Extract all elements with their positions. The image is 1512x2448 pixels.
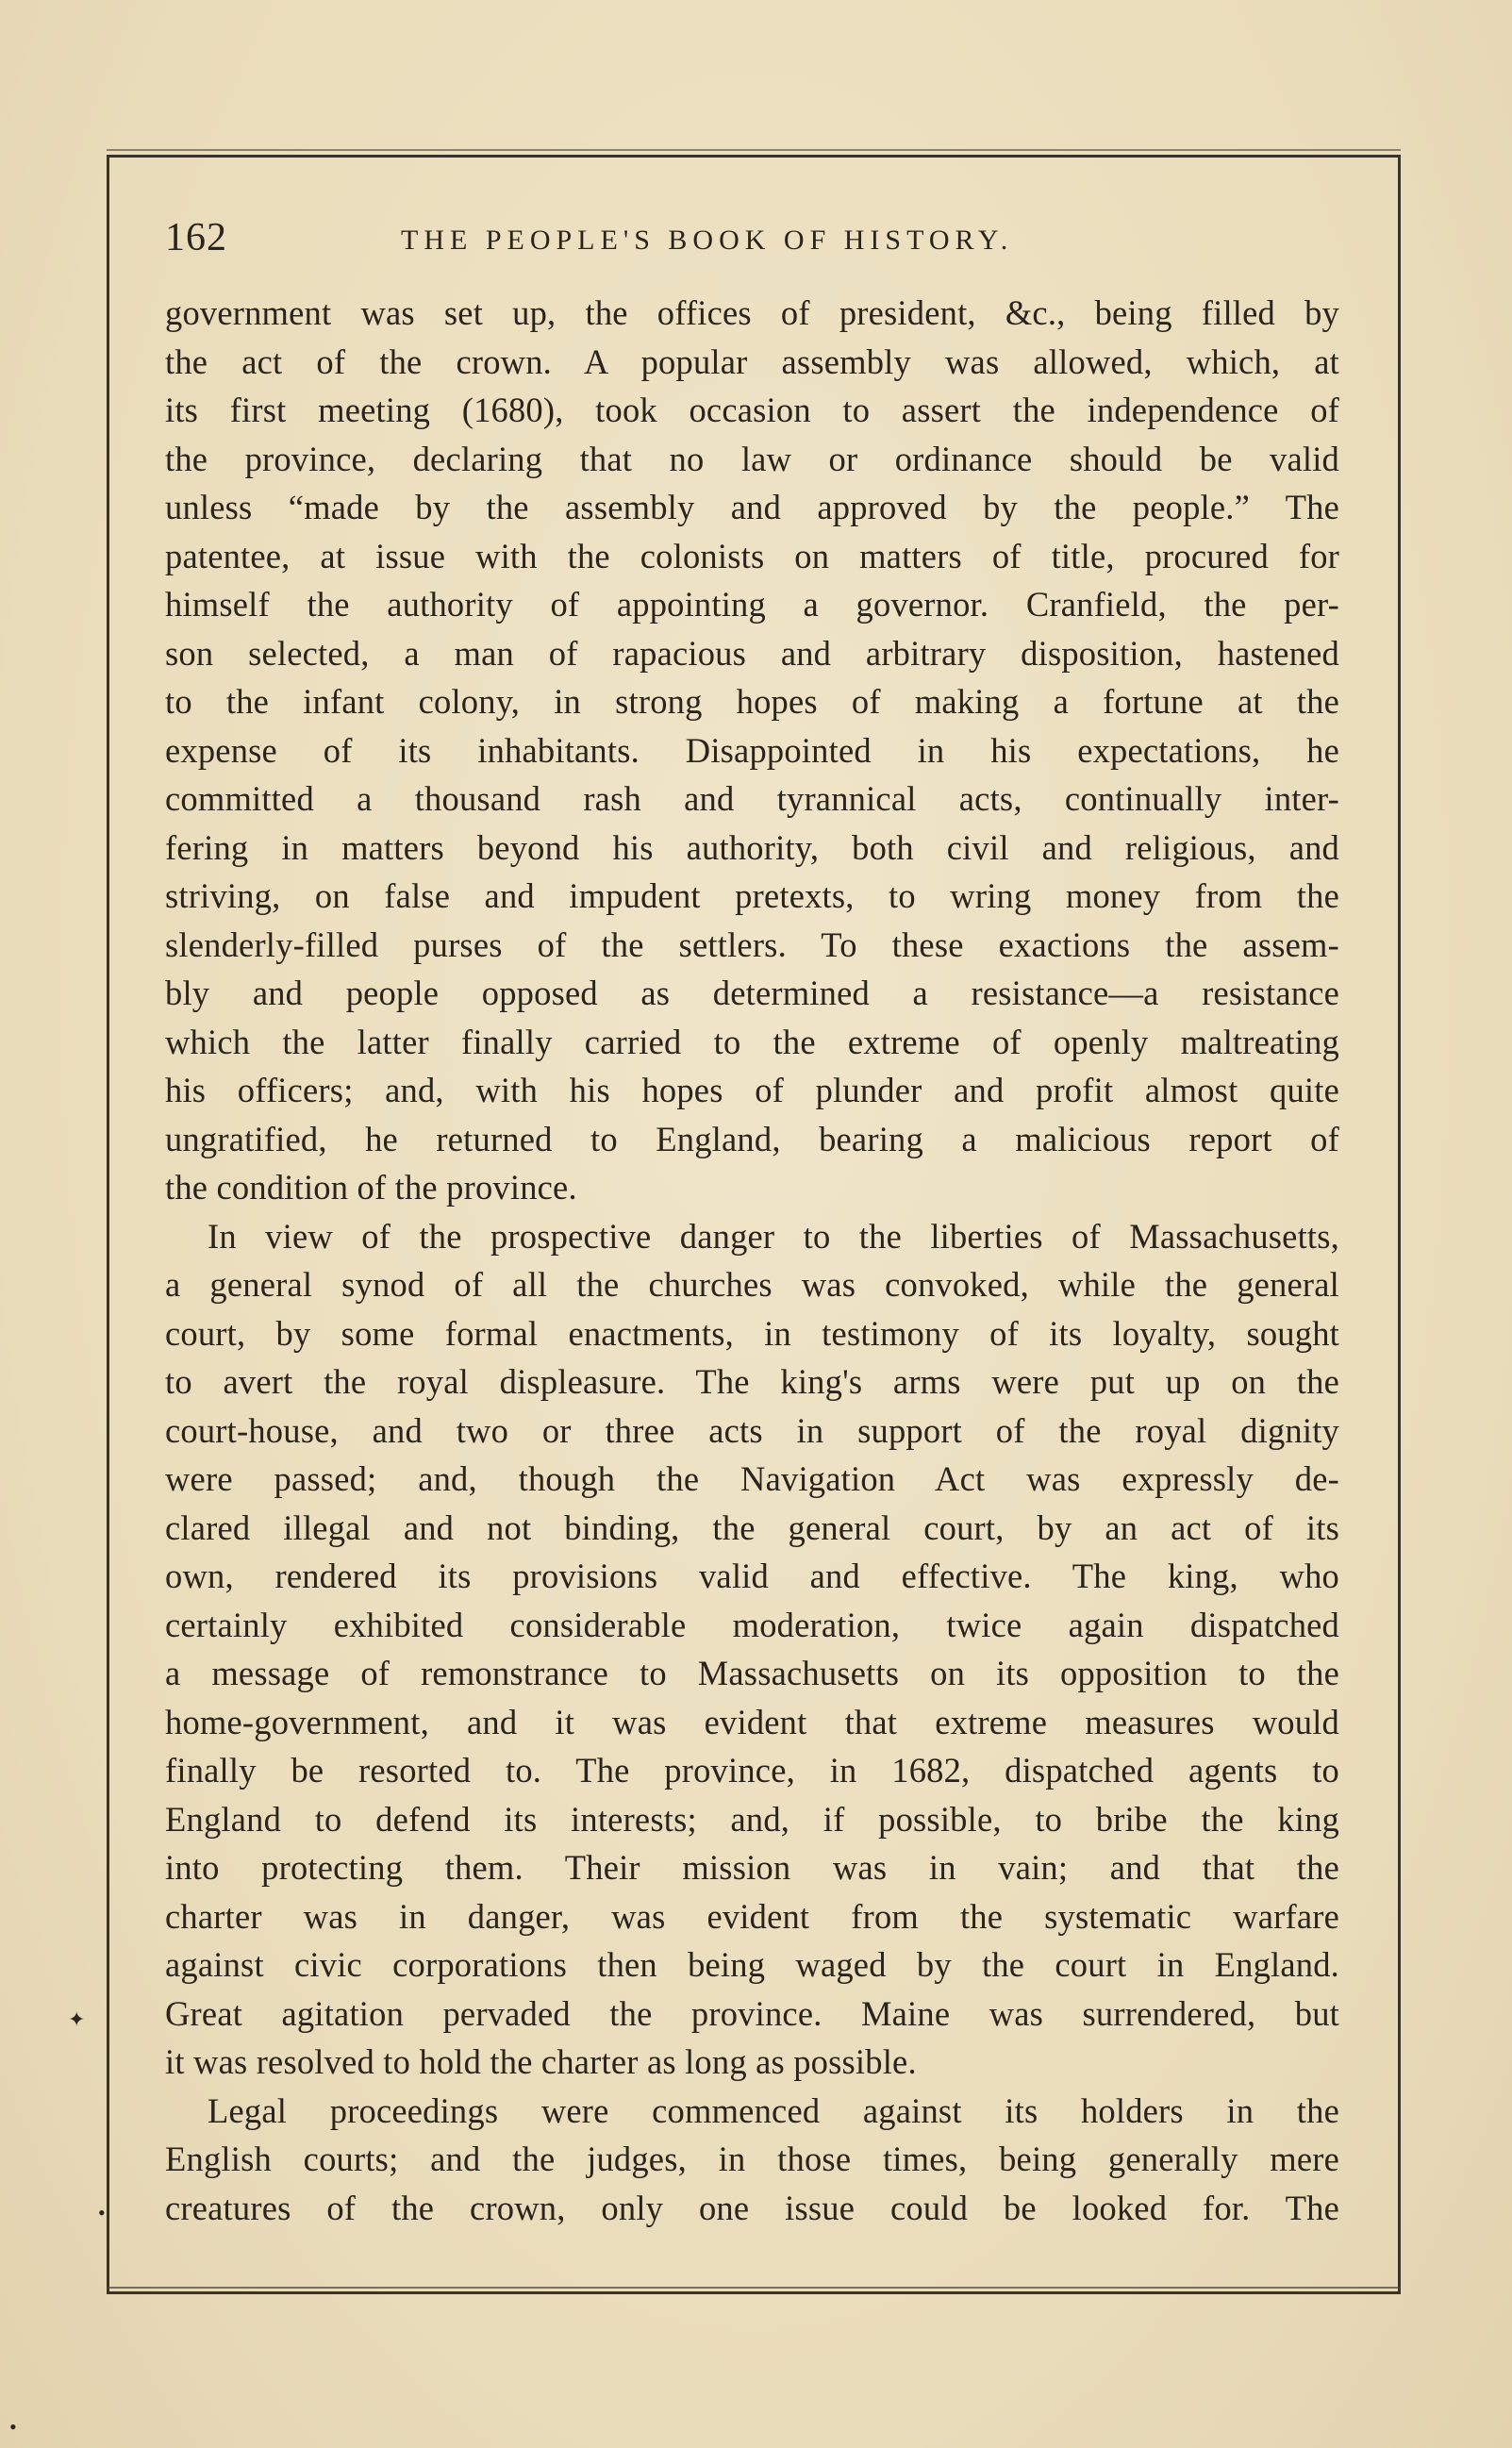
text-line: Great agitation pervaded the province. Maine was surrendered, but: [165, 1993, 1339, 2033]
text-line: bly and people opposed as determined a resistance—a resistance: [165, 974, 1339, 1012]
text-line: unless “made by the assembly and approved by the people.” The: [165, 488, 1339, 526]
page-header: [165, 215, 1339, 272]
text-line: himself the authority of appointing a governor. Cranfield, the per-: [165, 585, 1339, 624]
text-line: court-house, and two or three acts in support of the royal dignity: [165, 1410, 1339, 1450]
text-line: to avert the royal displeasure. The king's arms were put up on the: [165, 1362, 1339, 1401]
page-number: 162: [165, 216, 227, 259]
text-line: a message of remonstrance to Massachusetts on its opposition to the: [165, 1654, 1339, 1692]
text-line: his officers; and, with his hopes of plunder and profit almost quite: [165, 1071, 1339, 1109]
text-line-paragraph-end: it was resolved to hold the charter as long as possible.: [165, 2042, 917, 2081]
text-line: home-government, and it was evident that extreme measures would: [165, 1702, 1339, 1741]
text-line: patentee, at issue with the colonists on matters of title, procured for: [165, 536, 1339, 575]
text-line: committed a thousand rash and tyrannical acts, continually inter-: [165, 779, 1339, 818]
text-line: government was set up, the offices of president, &c., being filled by: [165, 293, 1339, 332]
text-line: the act of the crown. A popular assembly was allowed, which, at: [165, 341, 1339, 381]
text-line: the province, declaring that no law or ordinance should be valid: [165, 439, 1339, 478]
text-line: clared illegal and not binding, the general court, by an act of its: [165, 1507, 1339, 1547]
text-line: son selected, a man of rapacious and arbitrary disposition, hastened: [165, 633, 1339, 673]
text-line: which the latter finally carried to the extreme of openly maltreating: [165, 1022, 1339, 1061]
text-line: creatures of the crown, only one issue could be looked for. The: [165, 2188, 1339, 2227]
body-text: [165, 289, 1339, 2232]
text-line: striving, on false and impudent pretexts, to wring money from the: [165, 876, 1339, 915]
text-line: were passed; and, though the Navigation Act was expressly de-: [165, 1459, 1339, 1498]
text-line: certainly exhibited considerable moderation, twice again dispatched: [165, 1605, 1339, 1644]
text-line-paragraph-start: Legal proceedings were commenced against its holders in the: [208, 2090, 1339, 2130]
text-line: finally be resorted to. The province, in 1682, dispatched agents to: [165, 1751, 1339, 1790]
text-line: to the infant colony, in strong hopes of making a fortune at the: [165, 682, 1339, 721]
bottom-rule: [107, 2287, 1401, 2289]
text-line: English courts; and the judges, in those times, being generally mere: [165, 2140, 1339, 2178]
text-line: ungratified, he returned to England, bearing a malicious report of: [165, 1119, 1339, 1158]
text-line: charter was in danger, was evident from the systematic warfare: [165, 1896, 1339, 1936]
margin-speck-mark: •: [9, 2415, 17, 2439]
text-line: own, rendered its provisions valid and effective. The king, who: [165, 1557, 1339, 1595]
text-line: slenderly-filled purses of the settlers. To these exactions the assem-: [165, 924, 1339, 964]
text-line: into protecting them. Their mission was in vain; and that the: [165, 1848, 1339, 1887]
text-line: its first meeting (1680), took occasion to assert the independence of: [165, 391, 1339, 429]
text-line: expense of its inhabitants. Disappointed in his expectations, he: [165, 730, 1339, 770]
text-line-paragraph-end: the condition of the province.: [165, 1168, 577, 1207]
text-line: England to defend its interests; and, if possible, to bribe the king: [165, 1799, 1339, 1839]
text-line-paragraph-start: In view of the prospective danger to the liberties of Massachusetts,: [208, 1216, 1339, 1256]
text-line: a general synod of all the churches was convoked, while the general: [165, 1265, 1339, 1304]
margin-speck-mark: ✦: [68, 2007, 86, 2031]
text-line: against civic corporations then being waged by the court in England.: [165, 1945, 1339, 1984]
top-rule: [107, 149, 1401, 151]
text-line: fering in matters beyond his authority, both civil and religious, and: [165, 827, 1339, 867]
margin-speck-mark: •: [98, 2201, 106, 2224]
running-title: THE PEOPLE'S BOOK OF HISTORY.: [401, 225, 1014, 256]
text-line: court, by some formal enactments, in testimony of its loyalty, sought: [165, 1313, 1339, 1353]
